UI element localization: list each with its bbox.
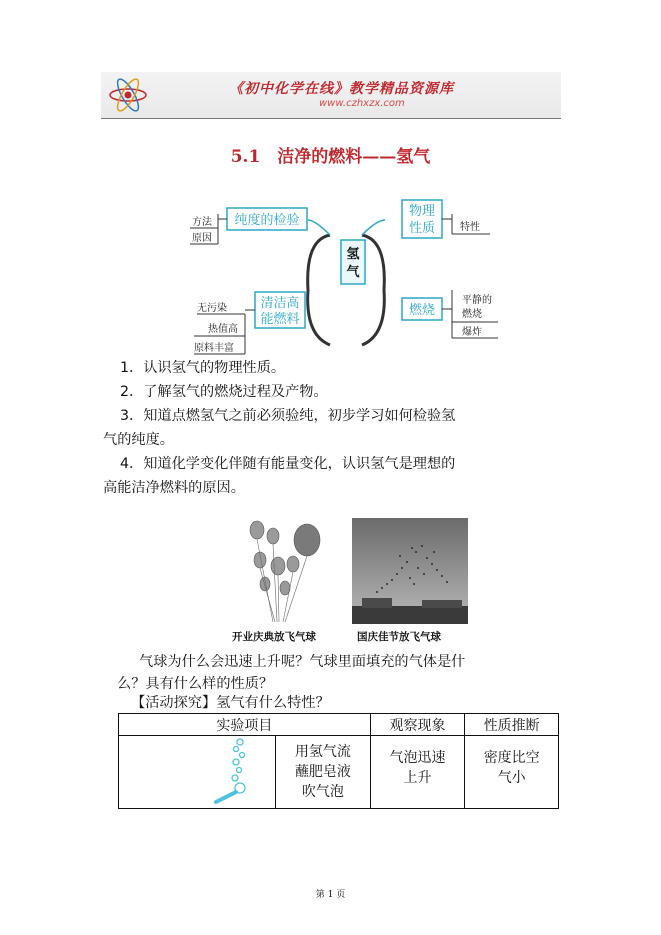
page-title: 5.1 洁净的燃料——氢气 [230, 147, 431, 167]
right-photo-caption: 国庆佳节放飞气球 [357, 631, 441, 643]
left-photo-caption: 开业庆典放飞气球 [232, 631, 316, 643]
mindmap-leaf-rich-source: 原料丰富 [194, 343, 234, 354]
concept-mindmap [180, 190, 510, 360]
observation-cell [370, 736, 465, 809]
header-observation: 观察现象 [370, 714, 465, 736]
mindmap-leaf-calm-line2: 燃烧 [462, 309, 482, 320]
inference-line1: 密度比空 [483, 750, 540, 766]
mindmap-leaf-method: 方法 [192, 217, 212, 228]
goal-2: 2．了解氢气的燃烧过程及产物。 [120, 384, 328, 400]
goal-3-line2: 气的纯度。 [103, 432, 174, 448]
mindmap-clean-fuel-line2: 能燃料 [260, 312, 300, 327]
header-project: 实验项目 [119, 714, 371, 736]
mindmap-leaf-feature: 特性 [460, 222, 480, 233]
goal-3-line1: 3．知道点燃氢气之前必须验纯，初步学习如何检验氢 [120, 408, 456, 424]
atom-logo-icon [107, 74, 149, 116]
banner-url: www.czhxzx.com [319, 98, 405, 109]
question-line1: 气球为什么会迅速上升呢？气球里面填充的气体是什 [139, 654, 466, 670]
experiment-table [118, 713, 559, 809]
page-number: 第 1 页 [315, 890, 346, 900]
flock-balloons-photo [352, 518, 468, 624]
project-line2: 蘸肥皂液 [294, 764, 351, 780]
project-line3: 吹气泡 [301, 784, 344, 800]
question-line2: 么？具有什么样的性质？ [117, 676, 274, 692]
mindmap-leaf-explosion: 爆炸 [462, 327, 482, 338]
goal-1: 1．认识氢气的物理性质。 [120, 360, 286, 376]
mindmap-leaf-high-heat: 热值高 [208, 324, 238, 335]
mindmap-center-char2: 气 [346, 265, 360, 280]
mindmap-center-char1: 氢 [346, 247, 360, 262]
mindmap-physical-line2: 性质 [408, 221, 436, 236]
mindmap-physical-line1: 物理 [408, 204, 436, 219]
mindmap-leaf-calm-line1: 平静的 [462, 295, 492, 306]
balloons-photo [245, 518, 330, 624]
goal-4-line2: 高能洁净燃料的原因。 [103, 480, 245, 496]
mindmap-leaf-reason: 原因 [192, 233, 212, 244]
mindmap-purity-label: 纯度的检验 [234, 213, 300, 228]
header-inference: 性质推断 [465, 714, 559, 736]
mindmap-clean-fuel-line1: 清洁高 [260, 296, 300, 311]
soap-bubble-pipe-icon [122, 736, 272, 804]
goal-4-line1: 4．知道化学变化伴随有能量变化，认识氢气是理想的 [120, 456, 456, 472]
mindmap-leaf-no-pollution: 无污染 [197, 303, 227, 314]
observation-line1: 气泡迅速 [389, 750, 446, 766]
project-cell [276, 736, 371, 809]
mindmap-combustion-label: 燃烧 [408, 303, 436, 318]
observation-line2: 上升 [403, 770, 432, 786]
inference-cell [465, 736, 559, 809]
banner-title: 《初中化学在线》教学精品资源库 [229, 81, 454, 97]
bubble-illustration-cell [119, 736, 276, 809]
project-line1: 用氢气流 [294, 744, 351, 760]
inference-line2: 气小 [497, 770, 526, 786]
activity-heading: 【活动探究】氢气有什么特性？ [131, 695, 330, 711]
header-banner [101, 72, 561, 119]
